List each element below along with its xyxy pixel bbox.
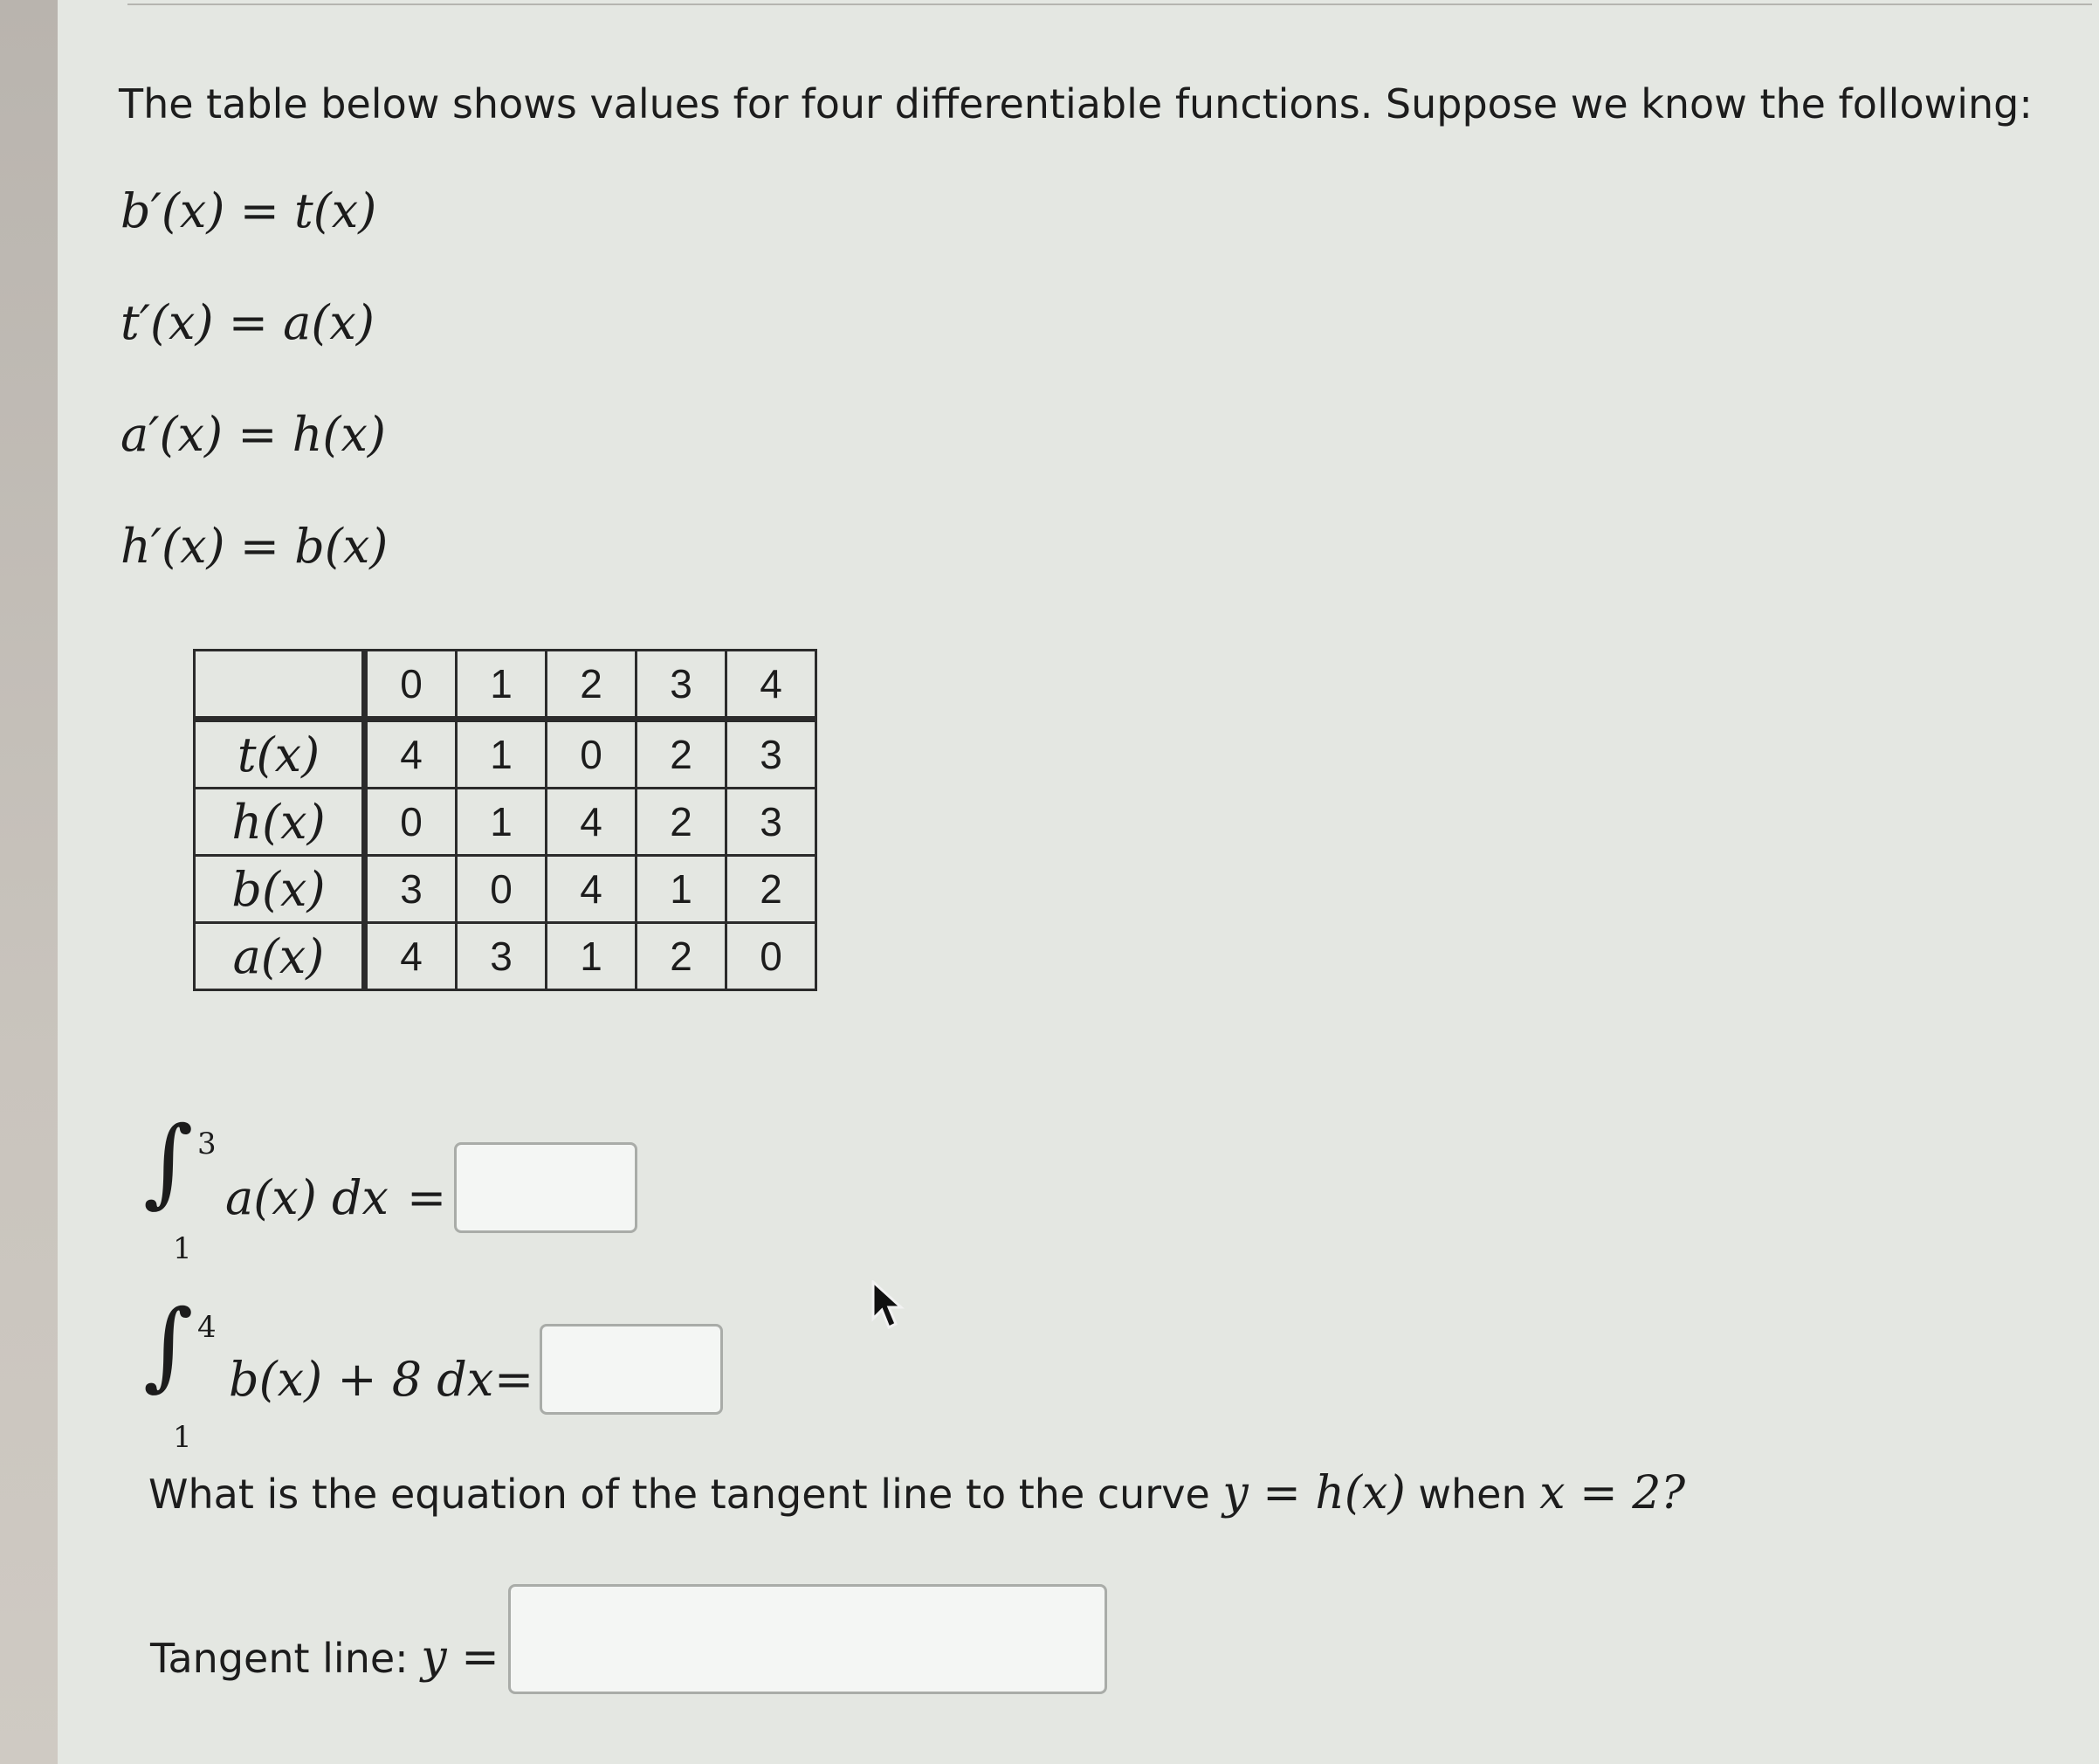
- upper-limit: 4: [197, 1310, 217, 1345]
- values-table: [193, 649, 817, 991]
- mouse-pointer-icon: [870, 1280, 908, 1333]
- table-cell: 4: [547, 789, 637, 856]
- table-row: [195, 923, 816, 990]
- top-divider: [127, 3, 2092, 5]
- table-cell: 4: [547, 856, 637, 923]
- question-curve: y = h(x): [1222, 1467, 1406, 1519]
- tangent-question: [148, 1467, 1685, 1519]
- integral-sign: ∫: [143, 1289, 194, 1401]
- table-cell: 0: [365, 789, 457, 856]
- table-cell: 1: [637, 856, 726, 923]
- table-row: [195, 720, 816, 789]
- row-label: a(x): [195, 923, 365, 990]
- table-cell: 3: [726, 720, 816, 789]
- table-cell: 2: [637, 720, 726, 789]
- table-cell: 1: [547, 923, 637, 990]
- question-page: [58, 0, 2099, 1764]
- upper-limit: 3: [197, 1127, 217, 1161]
- table-cell: 4: [365, 923, 457, 990]
- integral-2-answer-input[interactable]: [540, 1324, 723, 1415]
- header-cell: 0: [365, 651, 457, 720]
- header-cell: 3: [637, 651, 726, 720]
- question-when: when: [1418, 1471, 1527, 1518]
- row-label: t(x): [195, 720, 365, 789]
- table-cell: 0: [457, 856, 547, 923]
- tangent-label-text: Tangent line:: [150, 1635, 409, 1682]
- integral-sign: ∫: [143, 1106, 194, 1217]
- table-cell: 3: [457, 923, 547, 990]
- integrand: a(x) dx: [225, 1170, 389, 1225]
- table-cell: 1: [457, 720, 547, 789]
- table-header-row: [195, 651, 816, 720]
- header-cell: 4: [726, 651, 816, 720]
- integrand: b(x) + 8 dx: [229, 1352, 494, 1407]
- relation-t-prime: t′(x) = a(x): [120, 295, 375, 350]
- table-cell: 3: [726, 789, 816, 856]
- question-point: x = 2?: [1539, 1467, 1686, 1519]
- table-cell: 0: [726, 923, 816, 990]
- intro-text: The table below shows values for four differentiable functions. Suppose we know the following:: [119, 80, 2033, 127]
- tangent-line-label: [150, 1631, 499, 1684]
- table-corner-cell: [195, 651, 365, 720]
- table-cell: 0: [547, 720, 637, 789]
- relation-a-prime: a′(x) = h(x): [120, 407, 386, 462]
- tangent-y-equals: y =: [421, 1631, 499, 1684]
- equals-sign: =: [494, 1352, 534, 1407]
- relation-h-prime: h′(x) = b(x): [120, 519, 389, 574]
- header-cell: 2: [547, 651, 637, 720]
- table-cell: 3: [365, 856, 457, 923]
- equals-sign: =: [407, 1170, 447, 1225]
- question-text: What is the equation of the tangent line to the curve: [148, 1471, 1210, 1518]
- table-row: [195, 789, 816, 856]
- table-cell: 2: [637, 923, 726, 990]
- tangent-line-answer-input[interactable]: [508, 1584, 1107, 1694]
- relation-b-prime: b′(x) = t(x): [120, 183, 377, 238]
- table-cell: 2: [637, 789, 726, 856]
- lower-limit: 1: [173, 1231, 192, 1266]
- integral-1-answer-input[interactable]: [454, 1142, 637, 1233]
- row-label: h(x): [195, 789, 365, 856]
- background-edge: [0, 0, 58, 1764]
- table-cell: 1: [457, 789, 547, 856]
- table-cell: 4: [365, 720, 457, 789]
- table-row: [195, 856, 816, 923]
- table-cell: 2: [726, 856, 816, 923]
- row-label: b(x): [195, 856, 365, 923]
- header-cell: 1: [457, 651, 547, 720]
- lower-limit: 1: [173, 1420, 192, 1455]
